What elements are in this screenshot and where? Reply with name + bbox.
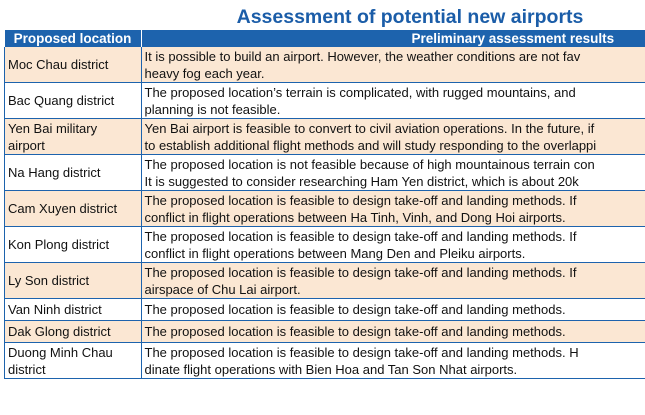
table-row <box>5 191 645 227</box>
result-cell <box>141 191 645 227</box>
location-cell <box>5 321 142 343</box>
result-text: The proposed location is feasible to design take-off and landing methods. <box>144 302 566 317</box>
result-text: The proposed location is not feasible because of high mountainous terrain con <box>144 156 595 172</box>
location-text: Na Hang district <box>8 165 101 180</box>
result-cell <box>141 343 645 379</box>
table-row <box>5 83 645 119</box>
result-text: The proposed location is feasible to design take-off and landing methods. H <box>144 344 579 360</box>
result-text: The proposed location’s terrain is complicated, with rugged mountains, and <box>144 84 576 100</box>
header-proposed-location: Proposed location <box>5 30 142 47</box>
result-text: airspace of Chu Lai airport. <box>144 281 301 297</box>
location-text: Moc Chau district <box>8 57 109 72</box>
location-cell <box>5 263 142 299</box>
header-assessment-results: Preliminary assessment results <box>141 30 645 47</box>
result-text: conflict in flight operations between Ha Tinh, Vinh, and Dong Hoi airports. <box>144 209 566 225</box>
location-cell <box>5 343 142 379</box>
result-text: The proposed location is feasible to design take-off and landing methods. If <box>144 264 577 280</box>
table-title: Assessment of potential new airports <box>236 6 584 28</box>
location-text: Bac Quang district <box>8 93 115 108</box>
result-text: conflict in flight operations between Mang Den and Pleiku airports. <box>144 245 526 261</box>
location-cell <box>5 155 142 191</box>
location-text: Kon Plong district <box>8 237 110 252</box>
table-row <box>5 47 645 83</box>
result-cell <box>141 119 645 155</box>
location-text: Ly Son district <box>8 273 90 288</box>
table-row <box>5 343 645 379</box>
table-row <box>5 155 645 191</box>
result-text: to establish additional flight methods and will study responding to the overlappi <box>144 137 597 153</box>
result-text: heavy fog each year. <box>144 65 265 81</box>
table-row <box>5 263 645 299</box>
result-text: Yen Bai airport is feasible to convert to civil aviation operations. In the future, if <box>144 120 595 136</box>
result-cell <box>141 321 645 343</box>
result-text: The proposed location is feasible to design take-off and landing methods. If <box>144 228 577 244</box>
location-text: Dak Glong district <box>8 324 111 339</box>
result-cell <box>141 299 645 321</box>
location-text: Van Ninh district <box>8 302 102 317</box>
location-text: Yen Bai military <box>8 120 98 136</box>
result-text: The proposed location is feasible to design take-off and landing methods. If <box>144 192 577 208</box>
result-text: dinate flight operations with Bien Hoa and Tan Son Nhat airports. <box>144 361 518 377</box>
location-text: Duong Minh Chau <box>8 344 113 360</box>
location-cell <box>5 299 142 321</box>
result-cell <box>141 83 645 119</box>
table-row <box>5 227 645 263</box>
result-text: It is possible to build an airport. However, the weather conditions are not fav <box>144 48 581 64</box>
table-row <box>5 119 645 155</box>
location-text: airport <box>8 137 45 153</box>
location-cell <box>5 227 142 263</box>
result-text: planning is not feasible. <box>144 101 281 117</box>
result-cell <box>141 155 645 191</box>
result-text: The proposed location is feasible to design take-off and landing methods. <box>144 324 566 339</box>
location-cell <box>5 83 142 119</box>
header-row <box>5 30 645 47</box>
location-cell <box>5 47 142 83</box>
result-cell <box>141 227 645 263</box>
location-cell <box>5 119 142 155</box>
assessment-table <box>4 30 645 379</box>
result-text: It is suggested to consider researching Ham Yen district, which is about 20k <box>144 173 579 189</box>
location-text: district <box>8 361 46 377</box>
table-row <box>5 299 645 321</box>
result-cell <box>141 263 645 299</box>
location-cell <box>5 191 142 227</box>
result-cell <box>141 47 645 83</box>
table-row <box>5 321 645 343</box>
location-text: Cam Xuyen district <box>8 201 118 216</box>
